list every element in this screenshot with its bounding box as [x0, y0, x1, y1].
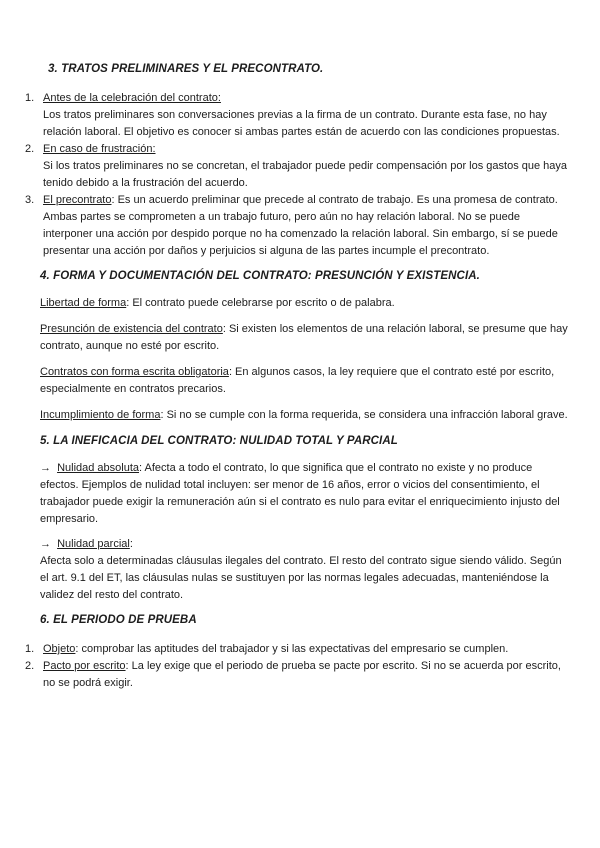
item-body: Los tratos preliminares son conversaciones previas a la firma de un contrato. Durante esta fase, no hay relación laboral. El objetivo es conocer si ambas partes están de acuerdo con las condiciones propuestas. — [43, 109, 560, 138]
item-number: 3. — [25, 194, 35, 206]
list-item — [25, 90, 572, 141]
paragraph-lead: Incumplimiento de forma — [40, 409, 161, 421]
paragraph-lead: Presunción de existencia del contrato — [40, 323, 223, 335]
section-6-list — [25, 641, 572, 692]
item-lead: Pacto por escrito — [43, 660, 126, 672]
item-body: Si los tratos preliminares no se concretan, el trabajador puede pedir compensación por los gastos que haya tenido debido a la frustración del acuerdo. — [43, 160, 568, 189]
item-content — [43, 641, 572, 658]
paragraph-lead: Libertad de forma — [40, 297, 127, 309]
paragraph — [40, 321, 572, 355]
list-item — [25, 658, 572, 692]
item-content — [43, 90, 572, 141]
paragraph-body: : El contrato puede celebrarse por escrito o de palabra. — [126, 297, 395, 309]
arrow-icon: → — [40, 462, 51, 474]
paragraph-body: Afecta solo a determinadas cláusulas ilegales del contrato. El resto del contrato sigue siendo válido. Según el art. 9.1 del ET, las cláusulas nulas se sustituyen por las normas legales adecuadas, manteniéndose la validez del resto del contrato. — [40, 555, 562, 601]
item-content — [43, 141, 572, 192]
paragraph-lead: Nulidad absoluta — [57, 462, 140, 474]
paragraph — [40, 460, 572, 528]
item-number: 1. — [25, 92, 35, 104]
item-body: : comprobar las aptitudes del trabajador y si las expectativas del empresario se cumplen. — [75, 643, 509, 655]
list-item — [25, 192, 572, 260]
paragraph — [40, 407, 572, 424]
paragraph-lead: Nulidad parcial — [57, 538, 130, 550]
item-lead: En caso de frustración: — [43, 143, 156, 155]
item-number: 2. — [25, 143, 35, 155]
section-3-list — [25, 90, 572, 260]
item-number: 1. — [25, 643, 35, 655]
section-4-heading: 4. FORMA Y DOCUMENTACIÓN DEL CONTRATO: PRESUNCIÓN Y EXISTENCIA. — [40, 270, 480, 282]
list-item — [25, 141, 572, 192]
paragraph-body: : Afecta a todo el contrato, lo que significa que el contrato no existe y no produce efectos. Ejemplos de nulidad total incluyen: ser menor de 16 años, error o vicios del consentimiento, el trabajador puede exigir la remuneración aún si el contrato es nulo para evitar el enriquecimiento injusto del empresario. — [40, 462, 560, 525]
item-content — [43, 192, 572, 260]
section-3-heading: 3. TRATOS PRELIMINARES Y EL PRECONTRATO. — [48, 63, 324, 75]
list-item — [25, 641, 572, 658]
item-lead: Objeto — [43, 643, 76, 655]
arrow-icon: → — [40, 538, 51, 550]
item-body: : La ley exige que el periodo de prueba se pacte por escrito. Si no se acuerda por escrito, no se podrá exigir. — [43, 660, 561, 689]
item-lead: Antes de la celebración del contrato: — [43, 92, 221, 104]
paragraph-colon: : — [129, 538, 133, 550]
item-lead: El precontrato — [43, 194, 112, 206]
section-5-heading: 5. LA INEFICACIA DEL CONTRATO: NULIDAD TOTAL Y PARCIAL — [40, 435, 398, 447]
paragraph-body: : Si no se cumple con la forma requerida, se considera una infracción laboral grave. — [160, 409, 568, 421]
item-content — [43, 658, 572, 692]
paragraph-body: : Si existen los elementos de una relación laboral, se presume que hay contrato, aunque no esté por escrito. — [40, 323, 568, 352]
paragraph — [40, 295, 572, 312]
paragraph — [40, 364, 572, 398]
section-6-heading: 6. EL PERIODO DE PRUEBA — [40, 614, 197, 626]
paragraph-lead: Contratos con forma escrita obligatoria — [40, 366, 229, 378]
item-body: : Es un acuerdo preliminar que precede al contrato de trabajo. Es una promesa de contrato. Ambas partes se comprometen a un trabajo futuro, pero aún no hay relación laboral. No se puede interponer una acción por despido porque no ha comenzado la relación laboral. Sin embargo, sí se puede presentar una acción por daños y perjuicios si alguna de las partes incumple el precontrato. — [43, 194, 558, 257]
paragraph-body: : En algunos casos, la ley requiere que el contrato esté por escrito, especialmente en contratos precarios. — [40, 366, 555, 395]
item-number: 2. — [25, 660, 35, 672]
paragraph — [40, 536, 572, 604]
